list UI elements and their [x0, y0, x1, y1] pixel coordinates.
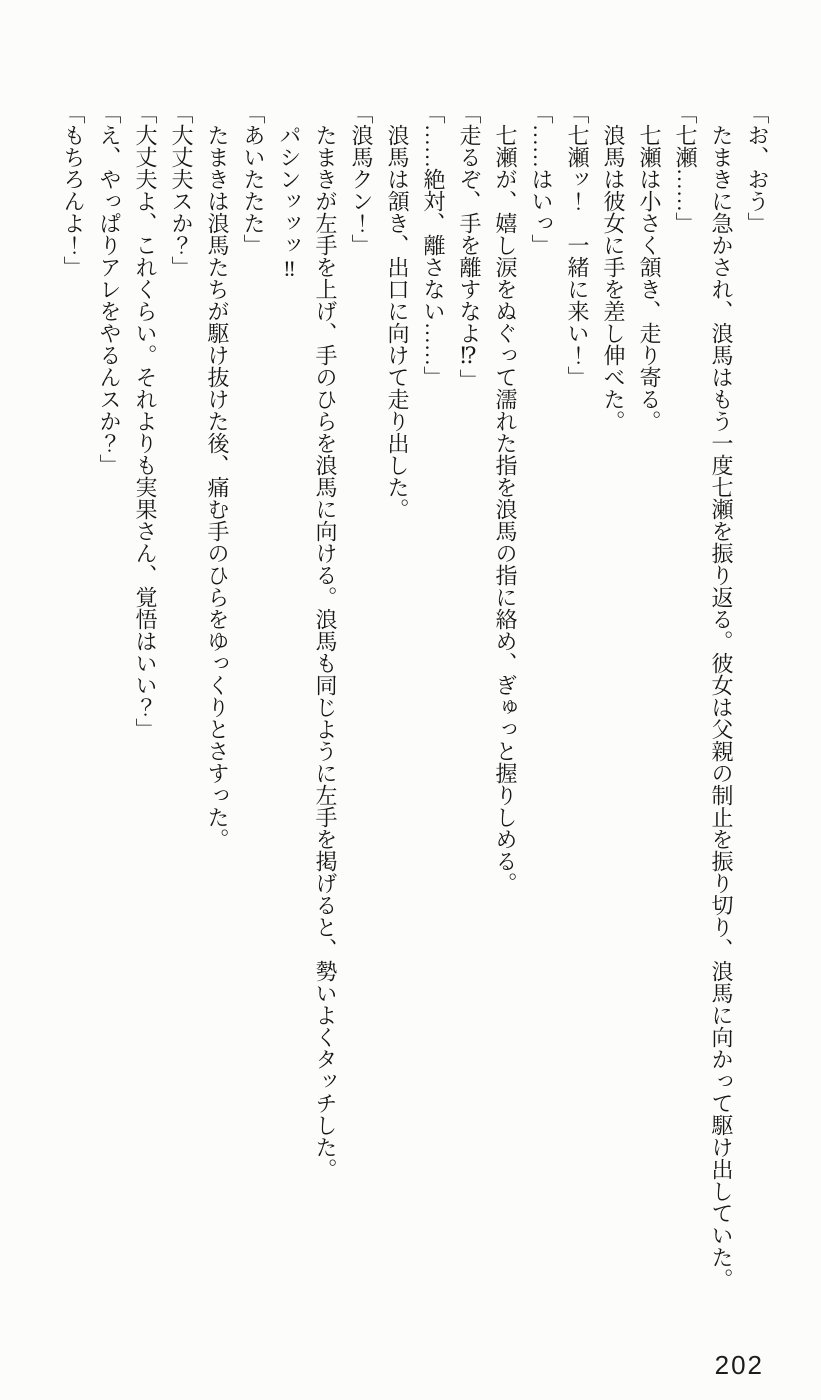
dialogue-line: 「お、おう」 [745, 102, 770, 234]
dialogue-line: 「七瀬……」 [673, 102, 698, 234]
dialogue-line: 「……絶対、離さない……」 [421, 102, 446, 388]
narration-line: 七瀬が、嬉し涙をぬぐって濡れた指を浪馬の指に絡め、ぎゅっと握りしめる。 [493, 102, 518, 894]
narration-line: 浪馬は彼女に手を差し伸べた。 [601, 102, 626, 432]
dialogue-line: 「……はいっ」 [529, 102, 554, 256]
page-text [53, 102, 775, 1330]
dialogue-line: 「大丈夫スか？」 [169, 102, 194, 278]
narration-line: たまきに急かされ、浪馬はもう一度七瀬を振り返る。彼女は父親の制止を振り切り、浪馬に向かって駆け出していた。 [709, 102, 734, 1290]
dialogue-line: 「浪馬クン！」 [349, 102, 374, 256]
narration-line: たまきは浪馬たちが駆け抜けた後、痛む手のひらをゆっくりとさすった。 [205, 102, 230, 850]
page-number: 202 [714, 1350, 764, 1380]
dialogue-line: 「大丈夫よ、これくらい。それよりも実果さん、覚悟はいい？」 [133, 102, 158, 740]
dialogue-line: 「え、やっぱりアレをやるんスか？」 [97, 102, 122, 476]
dialogue-line: 「あいたたた」 [241, 102, 266, 256]
dialogue-line: 「もちろんよ！」 [61, 102, 86, 278]
narration-line: 浪馬は頷き、出口に向けて走り出した。 [385, 102, 410, 520]
sfx-line: パシンッッッ‼ [277, 102, 302, 281]
dialogue-line: 「七瀬ッ！ 一緒に来い！」 [565, 102, 590, 388]
narration-line: たまきが左手を上げ、手のひらを浪馬に向ける。浪馬も同じように左手を掲げると、勢いよくタッチした。 [313, 102, 338, 1180]
narration-line: 七瀬は小さく頷き、走り寄る。 [637, 102, 662, 432]
dialogue-line: 「走るぞ、手を離すなよ⁉」 [457, 102, 482, 391]
